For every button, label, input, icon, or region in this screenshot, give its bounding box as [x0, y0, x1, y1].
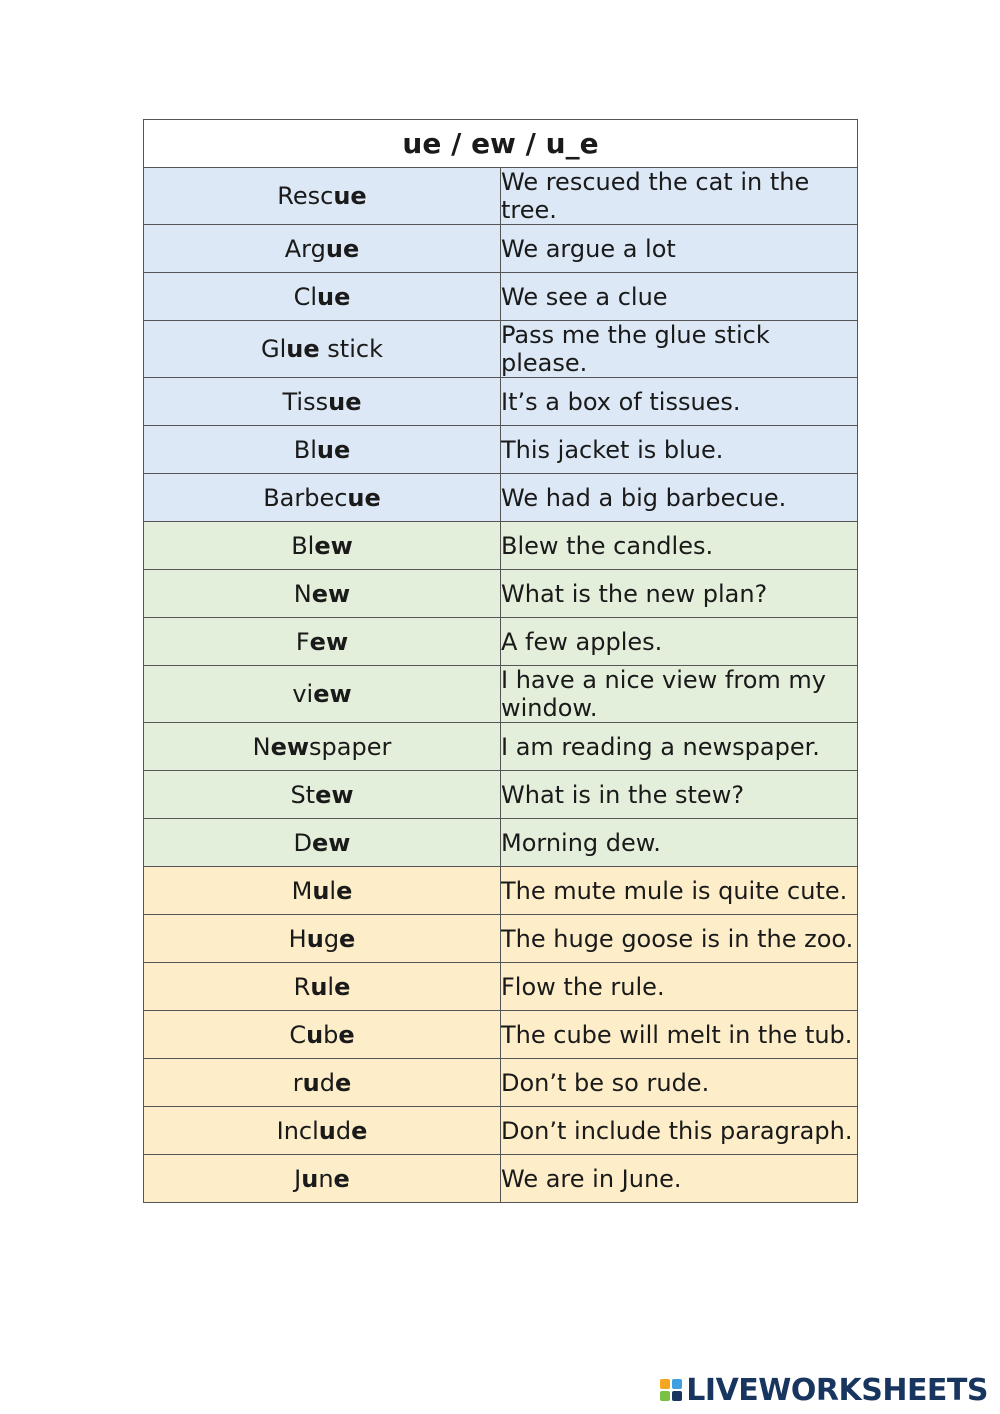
word-part: J: [294, 1164, 302, 1193]
word-part: spaper: [309, 732, 392, 761]
spelling-pattern: e: [333, 1164, 350, 1193]
table-title: ue / ew / u_e: [144, 120, 858, 168]
table-row: [144, 618, 858, 666]
spelling-pattern: u: [318, 1116, 336, 1145]
word-part: D: [293, 828, 313, 857]
sentence-cell: The mute mule is quite cute.: [501, 867, 858, 915]
word-part: C: [289, 1020, 307, 1049]
spelling-pattern: u: [306, 924, 324, 953]
spelling-pattern: ue: [286, 335, 320, 363]
spelling-pattern: ew: [314, 531, 353, 560]
word-cell: [144, 570, 501, 618]
sentence-cell: We had a big barbecue.: [501, 474, 858, 522]
word-part: d: [319, 1068, 335, 1097]
logo-text: LIVEWORKSHEETS: [686, 1372, 988, 1408]
sentence-cell: It’s a box of tissues.: [501, 378, 858, 426]
table-row: [144, 522, 858, 570]
word-cell: [144, 378, 501, 426]
table-body: [144, 168, 858, 1203]
word-part: n: [318, 1164, 334, 1193]
sentence-cell: The huge goose is in the zoo.: [501, 915, 858, 963]
word-cell: [144, 666, 501, 723]
word-cell: [144, 819, 501, 867]
word-cell: [144, 168, 501, 225]
table-row: [144, 819, 858, 867]
word-part: Tiss: [282, 387, 329, 416]
word-cell: [144, 273, 501, 321]
spelling-pattern: e: [338, 1020, 355, 1049]
table-row: [144, 426, 858, 474]
spelling-pattern: ew: [311, 579, 351, 608]
word-cell: [144, 321, 501, 378]
word-part: g: [323, 924, 340, 953]
sentence-cell: I have a nice view from my window.: [501, 666, 858, 723]
word-part: d: [335, 1116, 352, 1145]
spelling-pattern: e: [334, 1068, 352, 1097]
table-row: [144, 321, 858, 378]
table-row: [144, 1155, 858, 1203]
spelling-pattern: ue: [317, 282, 351, 311]
word-part: Resc: [277, 182, 334, 210]
liveworksheets-logo-icon: [660, 1379, 682, 1401]
spelling-pattern: ew: [313, 680, 352, 708]
logo-square: [672, 1391, 682, 1401]
table-row: [144, 168, 858, 225]
spelling-pattern: ue: [325, 234, 360, 263]
word-part: H: [288, 924, 307, 953]
word-part: Barbec: [263, 483, 348, 512]
spelling-pattern: u: [302, 1068, 320, 1097]
table-row: [144, 378, 858, 426]
spelling-pattern: ew: [309, 627, 349, 656]
table-row: [144, 963, 858, 1011]
sentence-cell: Morning dew.: [501, 819, 858, 867]
sentence-cell: Don’t be so rude.: [501, 1059, 858, 1107]
sentence-cell: Blew the candles.: [501, 522, 858, 570]
word-part: Arg: [284, 234, 326, 263]
word-part: l: [327, 972, 335, 1001]
spelling-pattern: e: [336, 876, 353, 905]
logo-square: [660, 1391, 670, 1401]
sentence-cell: We argue a lot: [501, 225, 858, 273]
word-part: St: [290, 780, 316, 809]
table-header-row: [144, 120, 858, 168]
word-cell: [144, 426, 501, 474]
sentence-cell: What is the new plan?: [501, 570, 858, 618]
word-part: l: [329, 876, 337, 905]
spelling-pattern: e: [339, 924, 356, 953]
logo-square: [660, 1379, 670, 1389]
word-part: N: [293, 579, 312, 608]
table-row: [144, 771, 858, 819]
word-part: stick: [319, 335, 383, 363]
word-part: Gl: [261, 335, 287, 363]
sentence-cell: Don’t include this paragraph.: [501, 1107, 858, 1155]
table-row: [144, 1107, 858, 1155]
table-row: [144, 1011, 858, 1059]
table-row: [144, 867, 858, 915]
word-cell: [144, 867, 501, 915]
sentence-cell: Pass me the glue stick please.: [501, 321, 858, 378]
sentence-cell: What is in the stew?: [501, 771, 858, 819]
sentence-cell: We see a clue: [501, 273, 858, 321]
sentence-cell: We are in June.: [501, 1155, 858, 1203]
word-cell: [144, 1059, 501, 1107]
spelling-pattern: u: [301, 1164, 319, 1193]
word-part: Cl: [293, 282, 318, 311]
table-row: [144, 474, 858, 522]
word-part: M: [291, 876, 313, 905]
word-part: vi: [292, 680, 314, 708]
table-row: [144, 723, 858, 771]
spelling-pattern: u: [306, 1020, 324, 1049]
spelling-pattern: ew: [315, 780, 354, 809]
word-part: Bl: [291, 531, 315, 560]
table-row: [144, 273, 858, 321]
table-row: [144, 570, 858, 618]
sentence-cell: The cube will melt in the tub.: [501, 1011, 858, 1059]
word-cell: [144, 474, 501, 522]
spelling-pattern: ue: [316, 435, 351, 464]
word-part: R: [293, 972, 311, 1001]
sentence-cell: I am reading a newspaper.: [501, 723, 858, 771]
word-cell: [144, 1155, 501, 1203]
sentence-cell: Flow the rule.: [501, 963, 858, 1011]
word-cell: [144, 771, 501, 819]
spelling-pattern: u: [312, 876, 330, 905]
sentence-cell: We rescued the cat in the tree.: [501, 168, 858, 225]
table-row: [144, 666, 858, 723]
spelling-pattern: ue: [328, 387, 362, 416]
phonics-table: [143, 119, 858, 1203]
spelling-pattern: e: [334, 972, 351, 1001]
word-cell: [144, 915, 501, 963]
spelling-pattern: ew: [270, 732, 310, 761]
table-row: [144, 225, 858, 273]
word-part: Bl: [293, 435, 317, 464]
sentence-cell: This jacket is blue.: [501, 426, 858, 474]
spelling-pattern: e: [351, 1116, 368, 1145]
spelling-pattern: ew: [312, 828, 351, 857]
word-cell: [144, 963, 501, 1011]
word-cell: [144, 522, 501, 570]
word-part: N: [252, 732, 271, 761]
word-cell: [144, 618, 501, 666]
word-cell: [144, 723, 501, 771]
word-part: b: [323, 1020, 339, 1049]
word-part: r: [292, 1068, 303, 1097]
spelling-pattern: u: [310, 972, 328, 1001]
word-cell: [144, 225, 501, 273]
word-cell: [144, 1107, 501, 1155]
word-cell: [144, 1011, 501, 1059]
table-row: [144, 915, 858, 963]
spelling-pattern: ue: [333, 182, 367, 210]
spelling-pattern: ue: [347, 483, 381, 512]
table-row: [144, 1059, 858, 1107]
word-part: F: [295, 627, 310, 656]
liveworksheets-logo: [660, 1372, 988, 1408]
logo-square: [672, 1379, 682, 1389]
word-part: Incl: [276, 1116, 319, 1145]
sentence-cell: A few apples.: [501, 618, 858, 666]
